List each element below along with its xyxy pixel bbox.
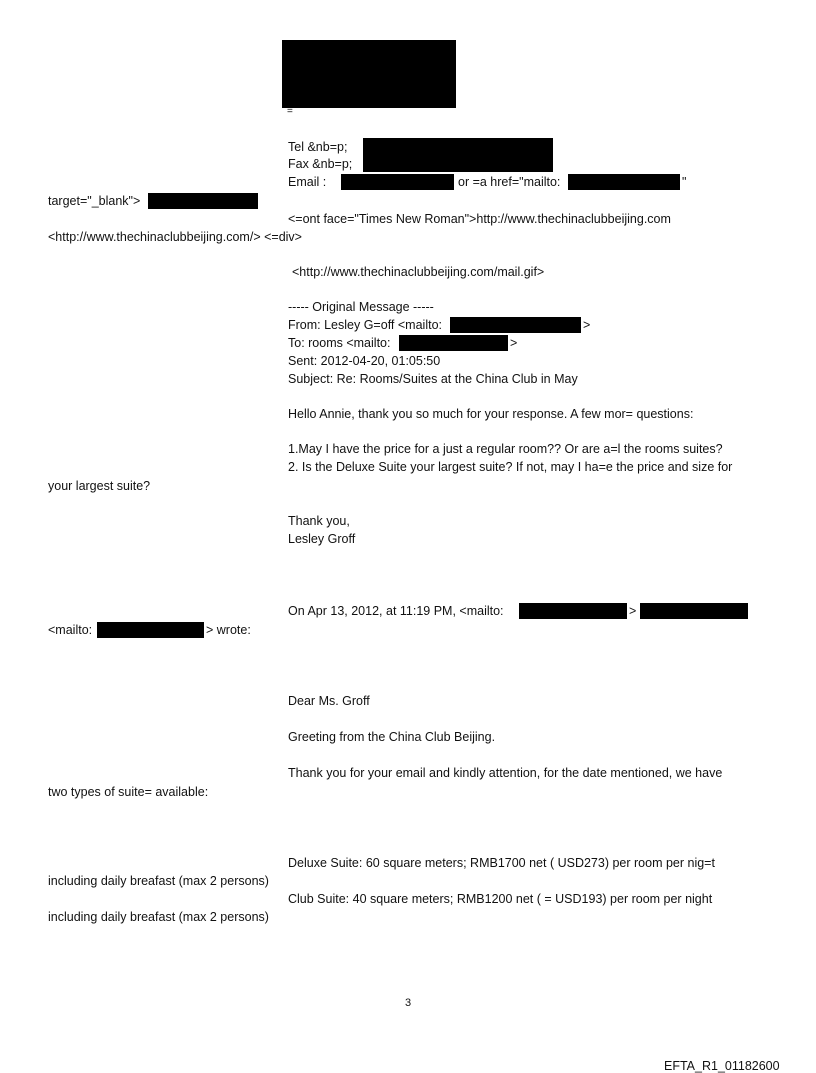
sent-line: Sent: 2012-04-20, 01:05:50: [288, 354, 441, 368]
fax-label: Fax &nb=p;: [288, 157, 353, 171]
email-href-text: or =a href="mailto:: [458, 175, 561, 189]
tel-label: Tel &nb=p;: [288, 140, 348, 154]
thanks-line: Thank you,: [288, 514, 350, 528]
mailto-2: <mailto:: [48, 623, 93, 637]
redaction-to: [399, 335, 508, 351]
target-text: target="_blank">: [48, 194, 141, 208]
redaction-from: [450, 317, 581, 333]
club-suite-line: Club Suite: 40 square meters; RMB1200 net ( = USD193) per room per night: [288, 892, 713, 906]
question-2: 2. Is the Deluxe Suite your largest suite? If not, may I ha=e the price and size for: [288, 460, 733, 474]
from-end: >: [583, 318, 591, 332]
wrote-text: > wrote:: [206, 623, 251, 637]
from-line: From: Lesley G=off <mailto:: [288, 318, 442, 332]
signature-line: Lesley Groff: [288, 532, 356, 546]
dear-line: Dear Ms. Groff: [288, 694, 370, 708]
original-message-divider: ----- Original Message -----: [288, 300, 434, 314]
redaction-logo: [282, 40, 456, 108]
question-1: 1.May I have the price for a just a regular room?? Or are a=l the rooms suites?: [288, 442, 723, 456]
email-href-end: ": [682, 175, 687, 189]
mail-gif-line: <http://www.thechinaclubbeijing.com/mail.gif>: [292, 265, 545, 279]
redaction-target: [148, 193, 258, 209]
subject-line: Subject: Re: Rooms/Suites at the China Club in May: [288, 372, 578, 386]
site-line: <http://www.thechinaclubbeijing.com/> <=div>: [48, 230, 302, 244]
redaction-tel: [363, 138, 553, 172]
redaction-mailto-2: [97, 622, 204, 638]
to-end: >: [510, 336, 518, 350]
club-greeting: Greeting from the China Club Beijing.: [288, 730, 496, 744]
body-1-cont: two types of suite= available:: [48, 785, 209, 799]
to-line: To: rooms <mailto:: [288, 336, 391, 350]
redaction-on-1: [519, 603, 627, 619]
redaction-on-2: [640, 603, 748, 619]
font-line: <=ont face="Times New Roman">http://www.thechinaclubbeijing.com: [288, 212, 671, 226]
equals-sign: =: [287, 106, 293, 117]
body-1: Thank you for your email and kindly attention, for the date mentioned, we have: [288, 766, 723, 780]
message-greeting: Hello Annie, thank you so much for your response. A few mor= questions:: [288, 407, 694, 421]
on-date-line: On Apr 13, 2012, at 11:19 PM, <mailto:: [288, 604, 504, 618]
footer-document-id: EFTA_R1_01182600: [664, 1059, 780, 1073]
club-suite-cont: including daily breafast (max 2 persons): [48, 910, 269, 924]
page-number: 3: [405, 997, 412, 1009]
deluxe-suite-cont: including daily breafast (max 2 persons): [48, 874, 269, 888]
redaction-email-href: [568, 174, 680, 190]
deluxe-suite-line: Deluxe Suite: 60 square meters; RMB1700 net ( USD273) per room per nig=t: [288, 856, 715, 870]
on-gt: >: [629, 604, 637, 618]
redaction-email: [341, 174, 454, 190]
question-2-cont: your largest suite?: [48, 479, 151, 493]
email-label: Email :: [288, 175, 327, 189]
